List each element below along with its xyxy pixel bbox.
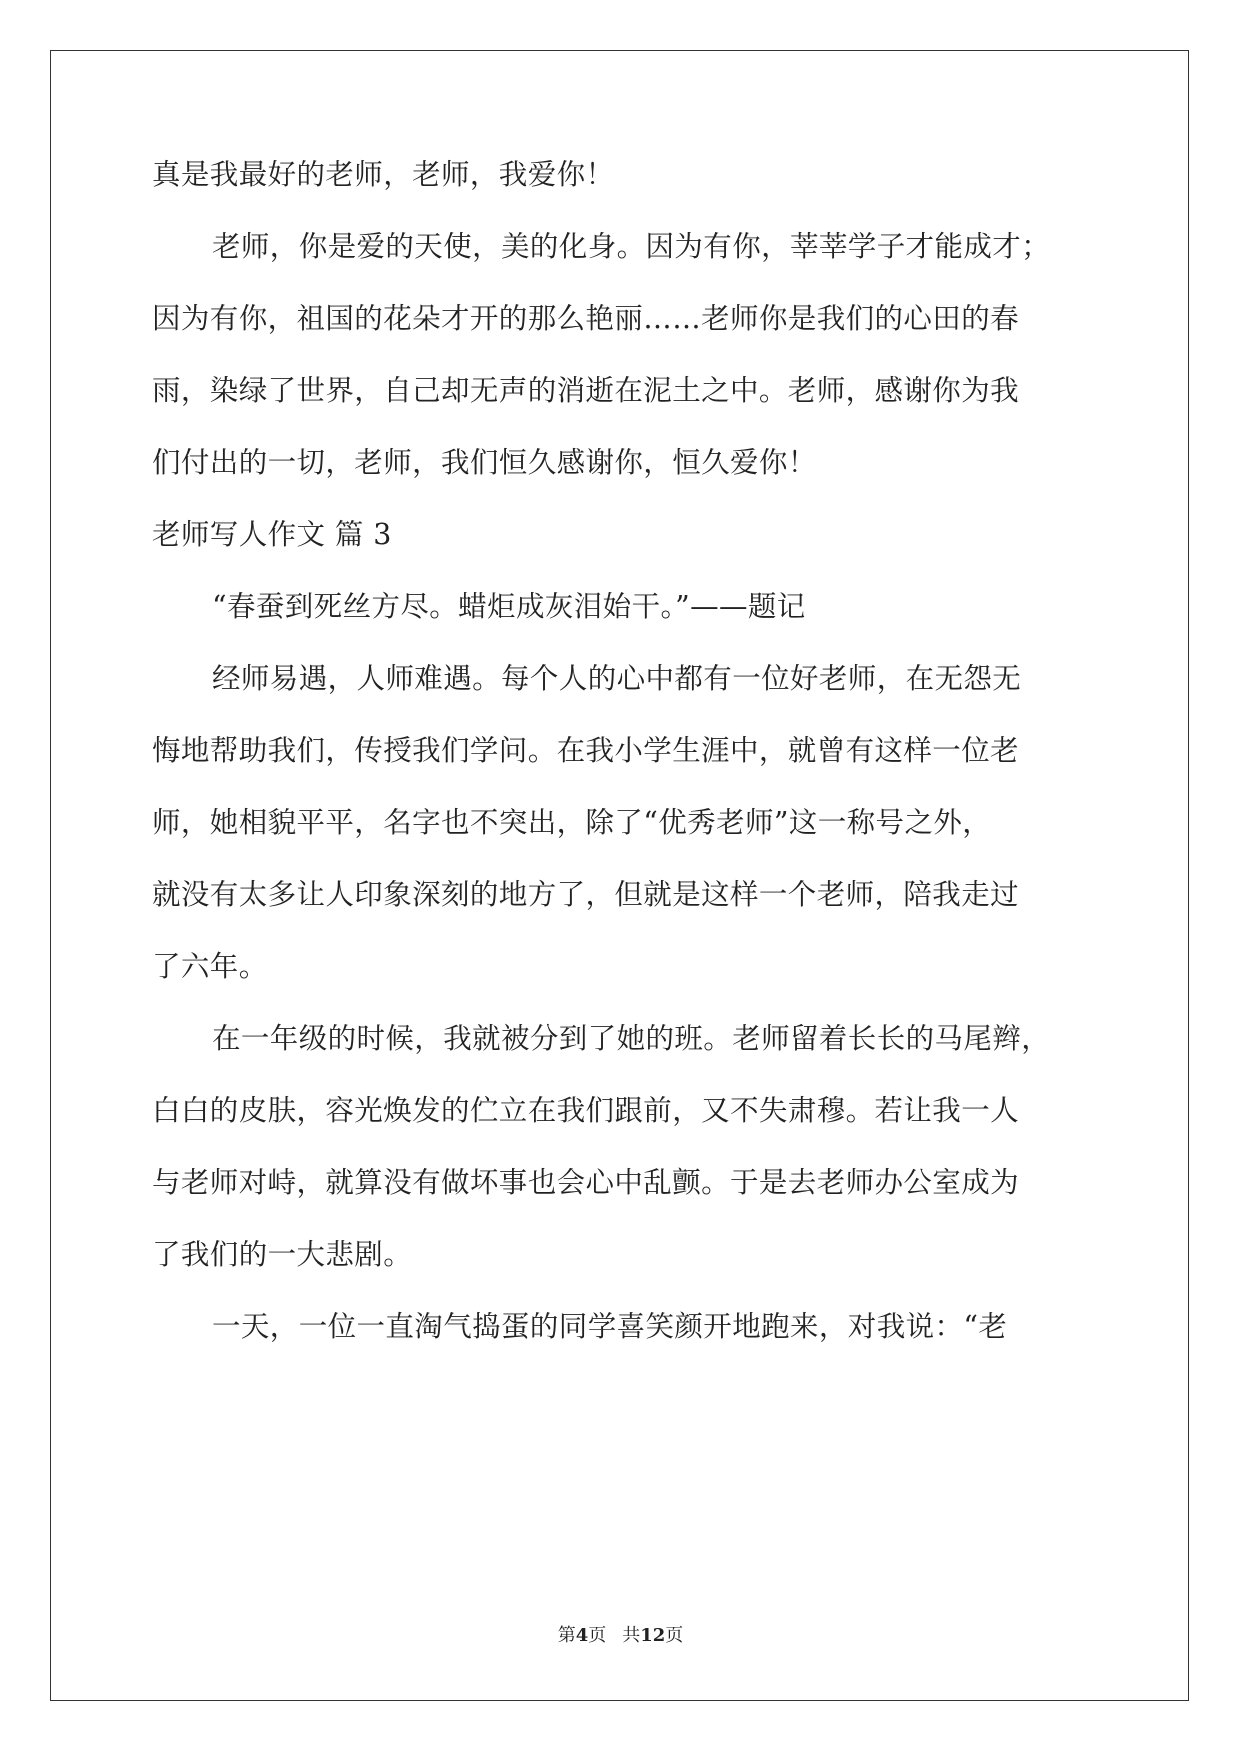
total-prefix: 共	[622, 1625, 641, 1646]
page-prefix: 第	[557, 1625, 576, 1646]
text-line: 师，她相貌平平，名字也不突出，除了“优秀老师”这一称号之外，	[152, 806, 992, 839]
text-line: 与老师对峙，就算没有做坏事也会心中乱颤。于是去老师办公室成为	[152, 1166, 1020, 1199]
paragraph-first-line: 经师易遇，人师难遇。每个人的心中都有一位好老师，在无怨无	[212, 662, 1022, 695]
epigraph: “春蚕到死丝方尽。蜡炬成灰泪始干。”——题记	[212, 590, 806, 623]
total-suffix: 页	[665, 1625, 684, 1646]
section-heading: 老师写人作文 篇 3	[152, 518, 392, 551]
text-line: 真是我最好的老师，老师，我爱你！	[152, 158, 615, 191]
text-line: 们付出的一切，老师，我们恒久感谢你，恒久爱你！	[152, 446, 817, 479]
text-line: 雨，染绿了世界，自己却无声的消逝在泥土之中。老师，感谢你为我	[152, 374, 1020, 407]
paragraph-first-line: 在一年级的时候，我就被分到了她的班。老师留着长长的马尾辫，	[212, 1022, 1051, 1055]
text-line: 了我们的一大悲剧。	[152, 1238, 413, 1271]
text-line: 了六年。	[152, 950, 268, 983]
text-line: 就没有太多让人印象深刻的地方了，但就是这样一个老师，陪我走过	[152, 878, 1020, 911]
paragraph-first-line: 一天，一位一直淘气捣蛋的同学喜笑颜开地跑来，对我说：“老	[212, 1310, 1008, 1343]
text-line: 因为有你，祖国的花朵才开的那么艳丽……老师你是我们的心田的春	[152, 302, 1020, 335]
page-suffix: 页	[588, 1625, 607, 1646]
page-current: 4	[575, 1625, 589, 1646]
text-line: 白白的皮肤，容光焕发的伫立在我们跟前，又不失肃穆。若让我一人	[152, 1094, 1020, 1127]
paragraph-first-line: 老师，你是爱的天使，美的化身。因为有你，莘莘学子才能成才；	[212, 230, 1051, 263]
page-footer	[0, 1624, 1241, 1648]
page-total: 12	[640, 1625, 666, 1646]
text-line: 悔地帮助我们，传授我们学问。在我小学生涯中，就曾有这样一位老	[152, 734, 1020, 767]
